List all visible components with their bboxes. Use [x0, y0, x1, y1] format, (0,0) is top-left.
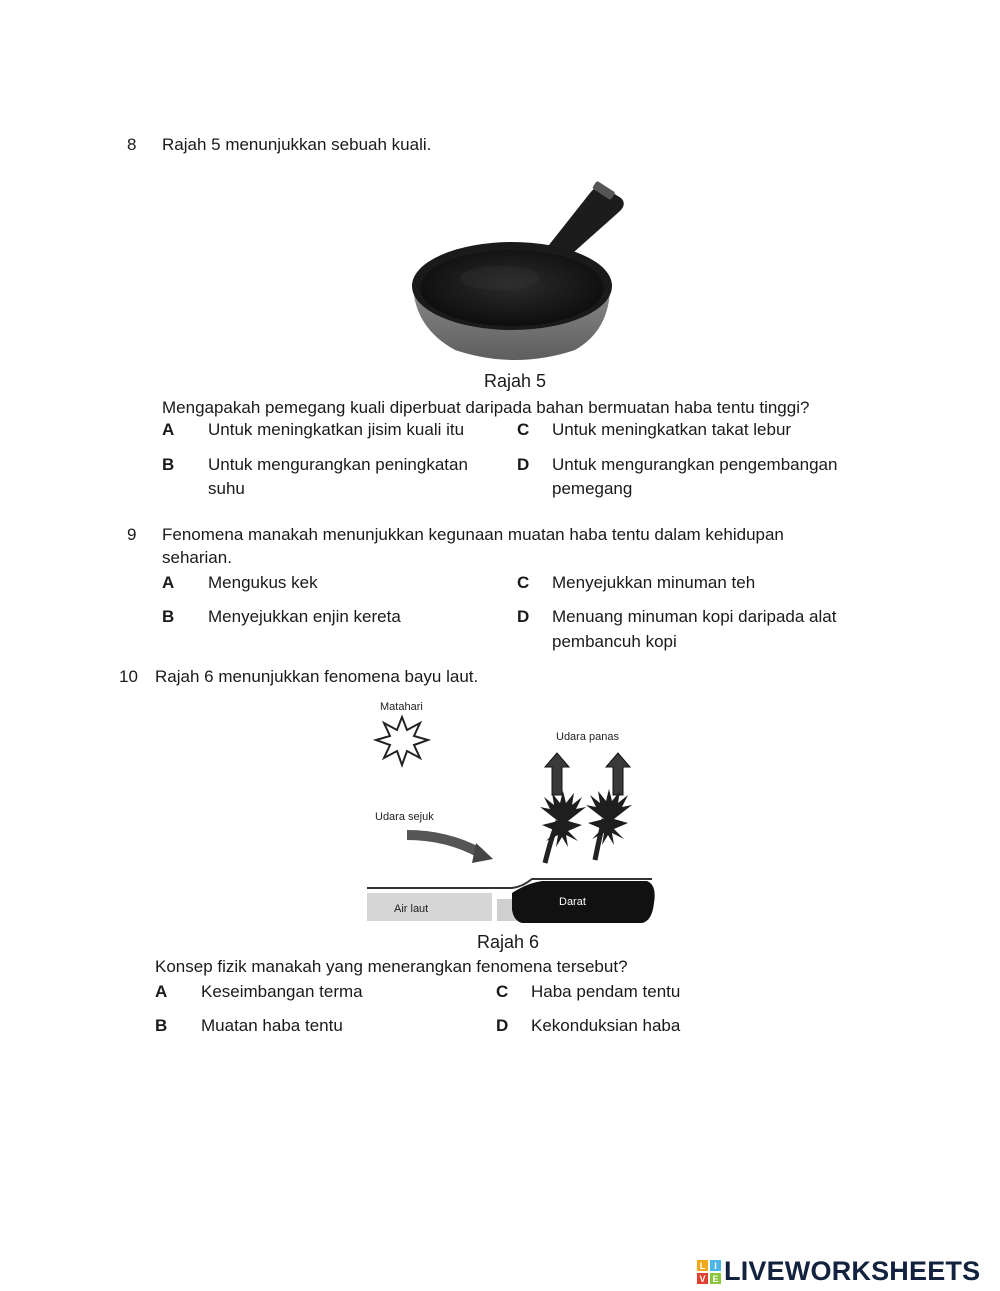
svg-text:E: E [712, 1273, 719, 1284]
option-letter[interactable]: B [162, 607, 175, 626]
option-text-cont[interactable]: pembancuh kopi [552, 632, 677, 651]
option-text[interactable]: Untuk mengurangkan pengembangan [552, 455, 838, 474]
option-letter[interactable]: B [162, 455, 175, 474]
option-letter[interactable]: C [496, 982, 509, 1001]
question-9-stem: Fenomena manakah menunjukkan kegunaan muatan haba tentu dalam kehidupan [162, 525, 784, 544]
cold-air-label: Udara sejuk [375, 811, 434, 823]
svg-text:V: V [699, 1273, 706, 1284]
question-10-stem: Rajah 6 menunjukkan fenomena bayu laut. [155, 667, 479, 686]
question-10-number: 10 [119, 667, 138, 686]
option-letter[interactable]: D [496, 1016, 509, 1035]
hot-air-label: Udara panas [556, 731, 619, 743]
option-text[interactable]: Mengukus kek [208, 573, 318, 592]
option-text[interactable]: Haba pendam tentu [531, 982, 681, 1001]
palm-tree-icon [540, 791, 586, 863]
option-text[interactable]: Kekonduksian haba [531, 1016, 681, 1035]
option-text[interactable]: Menyejukkan minuman teh [552, 573, 756, 592]
svg-text:I: I [714, 1260, 717, 1271]
option-letter[interactable]: A [162, 573, 175, 592]
option-text[interactable]: Untuk meningkatkan jisim kuali itu [208, 420, 465, 439]
up-arrow-icon [606, 753, 630, 795]
sea-breeze-diagram [362, 695, 662, 930]
option-text[interactable]: Keseimbangan terma [201, 982, 363, 1001]
logo-text: LIVEWORKSHEETS [724, 1256, 981, 1286]
option-text-cont[interactable]: pemegang [552, 479, 633, 498]
liveworksheets-badge-icon [697, 1260, 721, 1284]
option-letter[interactable]: D [517, 455, 530, 474]
option-letter[interactable]: D [517, 607, 530, 626]
question-9-number: 9 [127, 525, 137, 544]
option-text[interactable]: Untuk meningkatkan takat lebur [552, 420, 792, 439]
sea-area [367, 893, 492, 921]
land-label: Darat [559, 896, 586, 908]
option-letter[interactable]: C [517, 573, 530, 592]
question-8-number: 8 [127, 135, 137, 154]
option-text[interactable]: Untuk mengurangkan peningkatan [208, 455, 468, 474]
option-letter[interactable]: A [155, 982, 168, 1001]
option-text[interactable]: Menuang minuman kopi daripada alat [552, 607, 837, 626]
question-8-stem: Rajah 5 menunjukkan sebuah kuali. [162, 135, 432, 154]
figure-caption-rajah-6: Rajah 6 [477, 932, 540, 952]
option-letter[interactable]: C [517, 420, 530, 439]
option-letter[interactable]: B [155, 1016, 168, 1035]
sun-label: Matahari [380, 701, 423, 713]
option-text[interactable]: Menyejukkan enjin kereta [208, 607, 401, 626]
figure-caption-rajah-5: Rajah 5 [484, 371, 547, 391]
option-letter[interactable]: A [162, 420, 175, 439]
frying-pan-image [405, 178, 635, 370]
sun-icon [376, 717, 428, 765]
option-text[interactable]: Muatan haba tentu [201, 1016, 343, 1035]
question-10-text: Konsep fizik manakah yang menerangkan fenomena tersebut? [155, 957, 628, 976]
question-8-text: Mengapakah pemegang kuali diperbuat daripada bahan bermuatan haba tentu tinggi? [162, 398, 810, 417]
sea-label: Air laut [394, 903, 429, 915]
liveworksheets-logo [697, 1256, 980, 1287]
question-9-stem-cont: seharian. [162, 548, 232, 567]
palm-tree-icon [586, 789, 632, 860]
option-text-cont[interactable]: suhu [208, 479, 245, 498]
up-arrow-icon [545, 753, 569, 795]
svg-text:L: L [699, 1260, 706, 1271]
